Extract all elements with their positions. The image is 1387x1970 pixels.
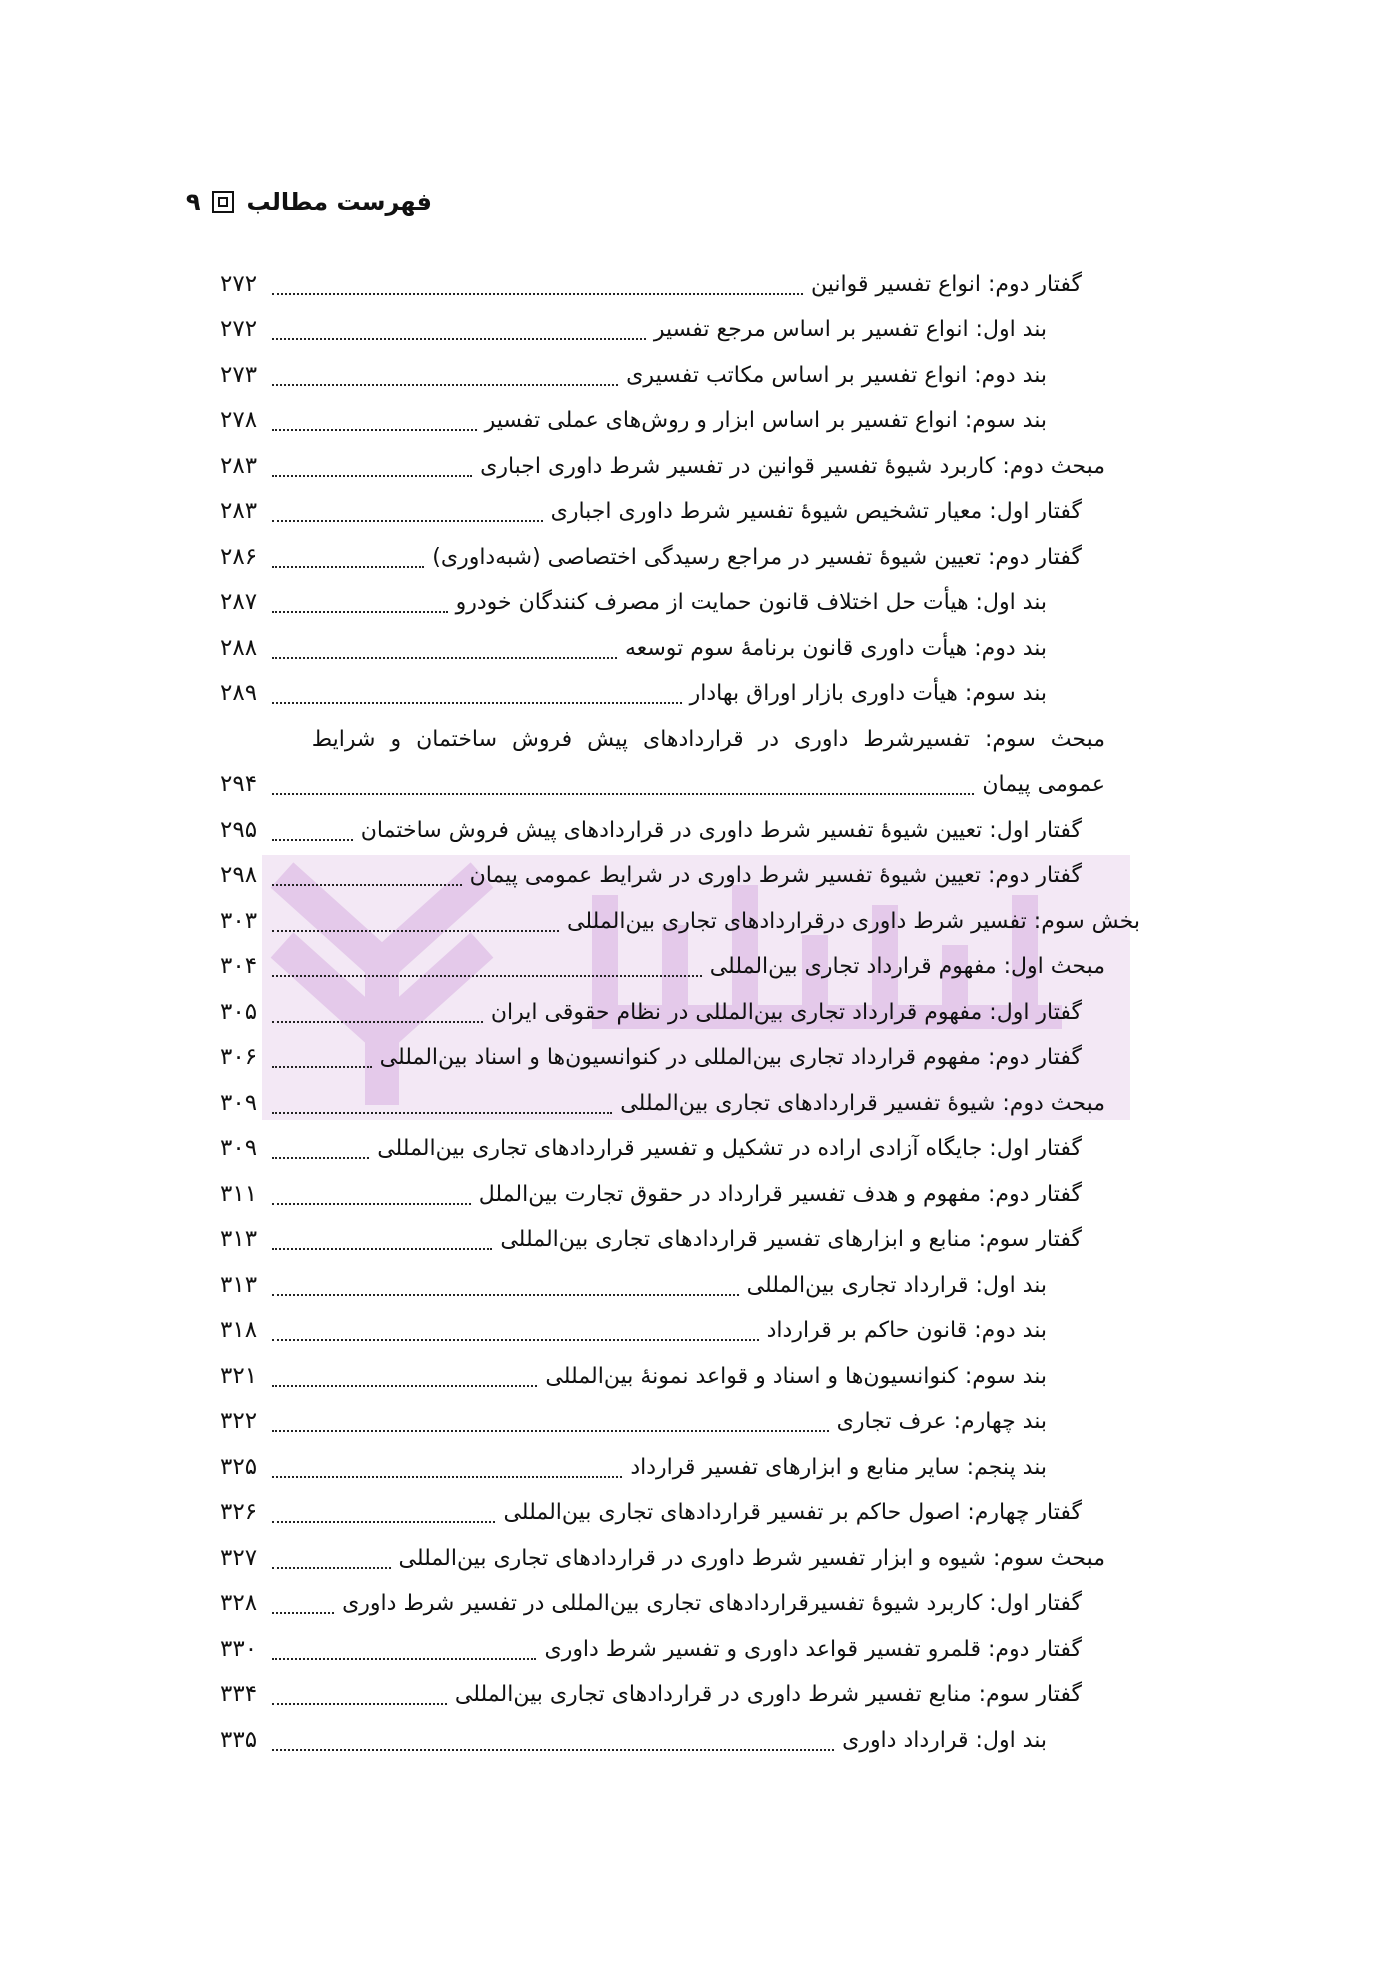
toc-entry-page: ۳۲۷ [220, 1544, 258, 1571]
toc-entry-title: گفتار دوم: مفهوم قرارداد تجاری بین‌المللی در کنوانسیون‌ها و اسناد بین‌المللی [379, 1045, 1082, 1071]
toc-entry [0, 672, 1387, 718]
toc-entry-line [220, 1582, 1082, 1628]
toc-entry [0, 854, 1387, 900]
toc-entry-page: ۳۰۴ [220, 953, 258, 980]
toc-entry-line [220, 808, 1082, 854]
dot-leader [272, 611, 448, 613]
toc-entry-title: عمومی پیمان [982, 772, 1105, 798]
toc-entry [0, 581, 1387, 627]
toc-entry-line [220, 1491, 1082, 1537]
toc-entry-page: ۲۷۲ [220, 316, 258, 343]
toc-entry [0, 626, 1387, 672]
toc-entry-continuation [0, 717, 1387, 763]
toc-entry-line [220, 1172, 1082, 1218]
dot-leader [272, 1703, 447, 1705]
toc-entry-title: گفتار اول: جایگاه آزادی اراده در تشکیل و تفسیر قراردادهای تجاری بین‌المللی [377, 1136, 1082, 1162]
toc-entry-page: ۳۱۸ [220, 1317, 258, 1344]
toc-entry-line [220, 490, 1082, 536]
toc-entry-line [220, 1673, 1082, 1719]
dot-leader [272, 429, 477, 431]
toc-entry-title: گفتار دوم: تعیین شیوهٔ تفسیر شرط داوری در شرایط عمومی پیمان [469, 863, 1082, 889]
toc-entry-line [220, 1536, 1105, 1582]
dot-leader [272, 338, 646, 340]
toc-entry [0, 1445, 1387, 1491]
toc-entry [0, 1582, 1387, 1628]
dot-leader [272, 293, 803, 295]
dot-leader [272, 839, 353, 841]
toc-entry-page: ۲۹۸ [220, 862, 258, 889]
toc-entry-page: ۳۱۳ [220, 1271, 258, 1298]
toc-entry-title: بند دوم: انواع تفسیر بر اساس مکاتب تفسیری [626, 362, 1047, 388]
toc-entry [0, 1172, 1387, 1218]
dot-leader [272, 1430, 829, 1432]
square-ornament-icon [212, 191, 234, 213]
toc-entry-title: گفتار دوم: قلمرو تفسیر قواعد داوری و تفسیر شرط داوری [544, 1636, 1082, 1662]
toc-entry-title: گفتار اول: معیار تشخیص شیوهٔ تفسیر شرط داوری اجباری [550, 499, 1082, 525]
toc-entry-page: ۳۰۹ [220, 1135, 258, 1162]
toc-entry-line [220, 444, 1105, 490]
toc-entry-title: مبحث اول: مفهوم قرارداد تجاری بین‌المللی [709, 954, 1105, 980]
toc-entry-title: گفتار دوم: مفهوم و هدف تفسیر قرارداد در حقوق تجارت بین‌الملل [478, 1181, 1082, 1207]
toc-entry-line [220, 1036, 1082, 1082]
dot-leader [272, 1749, 834, 1751]
dot-leader [272, 1476, 622, 1478]
toc-entry-line [220, 626, 1047, 672]
toc-entry-title: بند اول: انواع تفسیر بر اساس مرجع تفسیر [653, 317, 1047, 343]
toc-entry-page: ۳۲۱ [220, 1362, 258, 1389]
dot-leader [272, 884, 462, 886]
toc-entry [0, 1491, 1387, 1537]
toc-entry [0, 490, 1387, 536]
table-of-contents [0, 262, 1387, 1764]
toc-entry-title: بخش سوم: تفسیر شرط داوری درقراردادهای تجاری بین‌المللی [567, 908, 1140, 934]
toc-entry-title: بند چهارم: عرف تجاری [836, 1409, 1047, 1435]
dot-leader [272, 1248, 492, 1250]
toc-entry-page: ۳۱۱ [220, 1180, 258, 1207]
toc-entry-title: بند سوم: انواع تفسیر بر اساس ابزار و روش‌های عملی تفسیر [484, 408, 1047, 434]
toc-entry-line [220, 581, 1047, 627]
dot-leader [272, 520, 543, 522]
dot-leader [272, 975, 702, 977]
toc-entry-page: ۳۲۵ [220, 1453, 258, 1480]
toc-entry-line [220, 1400, 1047, 1446]
toc-entry-title: مبحث دوم: کاربرد شیوهٔ تفسیر قوانین در تفسیر شرط داوری اجباری [480, 453, 1105, 479]
dot-leader [272, 930, 559, 932]
toc-entry-title: گفتار دوم: تعیین شیوهٔ تفسیر در مراجع رسیدگی اختصاصی (شبه‌داوری) [432, 544, 1082, 570]
toc-entry-page: ۲۹۴ [220, 771, 258, 798]
toc-entry-page: ۲۸۳ [220, 452, 258, 479]
toc-entry [0, 1036, 1387, 1082]
toc-entry-title: مبحث دوم: شیوهٔ تفسیر قراردادهای تجاری بین‌المللی [620, 1090, 1105, 1116]
toc-entry-page: ۲۸۳ [220, 498, 258, 525]
toc-entry-line [220, 1445, 1047, 1491]
toc-entry-title: گفتار اول: کاربرد شیوهٔ تفسیرقراردادهای تجاری بین‌المللی در تفسیر شرط داوری [342, 1591, 1082, 1617]
toc-entry-line [220, 535, 1082, 581]
toc-entry [0, 1081, 1387, 1127]
toc-entry-title: گفتار دوم: انواع تفسیر قوانین [811, 271, 1082, 297]
toc-entry-line [220, 1354, 1047, 1400]
dot-leader [272, 475, 472, 477]
toc-entry-line [220, 1309, 1047, 1355]
toc-entry-page: ۳۰۶ [220, 1044, 258, 1071]
toc-entry-line [220, 945, 1105, 991]
dot-leader [272, 1157, 369, 1159]
toc-entry [0, 444, 1387, 490]
toc-entry-line [220, 308, 1047, 354]
toc-entry [0, 1263, 1387, 1309]
toc-entry-page: ۳۱۳ [220, 1226, 258, 1253]
toc-entry [0, 1218, 1387, 1264]
toc-entry [0, 262, 1387, 308]
toc-entry-line [220, 1627, 1082, 1673]
toc-entry-page: ۲۸۷ [220, 589, 258, 616]
toc-entry-line [220, 353, 1047, 399]
toc-entry-page: ۳۳۰ [220, 1635, 258, 1662]
toc-entry-title: گفتار اول: تعیین شیوهٔ تفسیر شرط داوری در قراردادهای پیش فروش ساختمان [360, 817, 1082, 843]
toc-entry-line [220, 1218, 1082, 1264]
toc-entry [0, 1309, 1387, 1355]
toc-entry-page: ۲۸۶ [220, 543, 258, 570]
toc-entry-page: ۳۲۸ [220, 1590, 258, 1617]
toc-entry-title: گفتار سوم: منابع تفسیر شرط داوری در قراردادهای تجاری بین‌المللی [454, 1682, 1082, 1708]
dot-leader [272, 384, 618, 386]
toc-entry [0, 1400, 1387, 1446]
toc-entry [0, 763, 1387, 809]
toc-entry-page: ۳۳۴ [220, 1681, 258, 1708]
toc-entry-line [220, 262, 1082, 308]
toc-entry [0, 308, 1387, 354]
toc-entry-title: بند سوم: کنوانسیون‌ها و اسناد و قواعد نمونهٔ بین‌المللی [545, 1363, 1047, 1389]
toc-entry-title-line1: مبحث سوم: تفسیرشرط داوری در قراردادهای پیش فروش ساختمان و شرایط [311, 727, 1105, 753]
toc-entry-title: بند پنجم: سایر منابع و ابزارهای تفسیر قرارداد [630, 1454, 1047, 1480]
toc-entry-line [220, 672, 1047, 718]
header-page-number: ۹ [185, 188, 201, 216]
toc-entry-title: بند دوم: قانون حاکم بر قرارداد [766, 1318, 1047, 1344]
toc-entry [0, 1127, 1387, 1173]
dot-leader [272, 702, 682, 704]
toc-entry-line [220, 1081, 1105, 1127]
toc-entry-page: ۲۸۸ [220, 634, 258, 661]
toc-entry-page: ۲۹۵ [220, 816, 258, 843]
dot-leader [272, 1658, 536, 1660]
toc-entry-line [220, 399, 1047, 445]
dot-leader [272, 657, 617, 659]
toc-entry-title: مبحث سوم: شیوه و ابزار تفسیر شرط داوری در قراردادهای تجاری بین‌المللی [398, 1545, 1105, 1571]
toc-entry-title: گفتار سوم: منابع و ابزارهای تفسیر قراردادهای تجاری بین‌المللی [500, 1227, 1082, 1253]
toc-entry-line [220, 990, 1082, 1036]
dot-leader [272, 1294, 739, 1296]
toc-entry-line [220, 1263, 1047, 1309]
toc-entry-page: ۲۷۳ [220, 361, 258, 388]
dot-leader [272, 1066, 372, 1068]
dot-leader [272, 1021, 483, 1023]
dot-leader [272, 1203, 471, 1205]
dot-leader [272, 793, 974, 795]
toc-entry [0, 808, 1387, 854]
dot-leader [272, 1567, 391, 1569]
toc-entry-page: ۳۰۳ [220, 907, 258, 934]
header-title: فهرست مطالب [246, 188, 432, 216]
toc-entry [0, 1627, 1387, 1673]
toc-entry-title: گفتار چهارم: اصول حاکم بر تفسیر قراردادهای تجاری بین‌المللی [503, 1500, 1082, 1526]
toc-entry [0, 899, 1387, 945]
dot-leader [272, 1112, 612, 1114]
toc-entry-line [220, 763, 1105, 809]
toc-entry [0, 1354, 1387, 1400]
running-header [186, 180, 432, 224]
toc-entry-page: ۳۲۲ [220, 1408, 258, 1435]
dot-leader [272, 1612, 334, 1614]
toc-entry-page: ۳۳۵ [220, 1726, 258, 1753]
toc-entry-title: بند اول: قرارداد تجاری بین‌المللی [746, 1272, 1047, 1298]
toc-entry [0, 945, 1387, 991]
toc-entry [0, 990, 1387, 1036]
toc-entry [0, 399, 1387, 445]
toc-entry [0, 1718, 1387, 1764]
toc-entry-title: گفتار اول: مفهوم قرارداد تجاری بین‌المللی در نظام حقوقی ایران [490, 999, 1082, 1025]
toc-entry-title: بند اول: قرارداد داوری [842, 1727, 1047, 1753]
dot-leader [272, 1385, 537, 1387]
toc-entry-title: بند دوم: هیأت داوری قانون برنامهٔ سوم توسعه [624, 635, 1047, 661]
toc-entry-page: ۲۷۲ [220, 270, 258, 297]
toc-entry-page: ۳۰۵ [220, 998, 258, 1025]
dot-leader [272, 566, 424, 568]
toc-entry-page: ۳۲۶ [220, 1499, 258, 1526]
toc-entry-title: بند اول: هیأت حل اختلاف قانون حمایت از مصرف کنندگان خودرو [455, 590, 1047, 616]
toc-entry-page: ۲۷۸ [220, 407, 258, 434]
toc-entry-title: بند سوم: هیأت داوری بازار اوراق بهادار [689, 681, 1047, 707]
toc-entry-line [220, 899, 1140, 945]
toc-entry [0, 1673, 1387, 1719]
toc-entry-page: ۳۰۹ [220, 1089, 258, 1116]
dot-leader [272, 1521, 495, 1523]
toc-entry-line [220, 1127, 1082, 1173]
toc-entry-line [220, 854, 1082, 900]
toc-entry [0, 353, 1387, 399]
dot-leader [272, 1339, 759, 1341]
toc-entry [0, 1536, 1387, 1582]
toc-entry-line [220, 1718, 1047, 1764]
toc-entry-page: ۲۸۹ [220, 680, 258, 707]
toc-entry [0, 535, 1387, 581]
